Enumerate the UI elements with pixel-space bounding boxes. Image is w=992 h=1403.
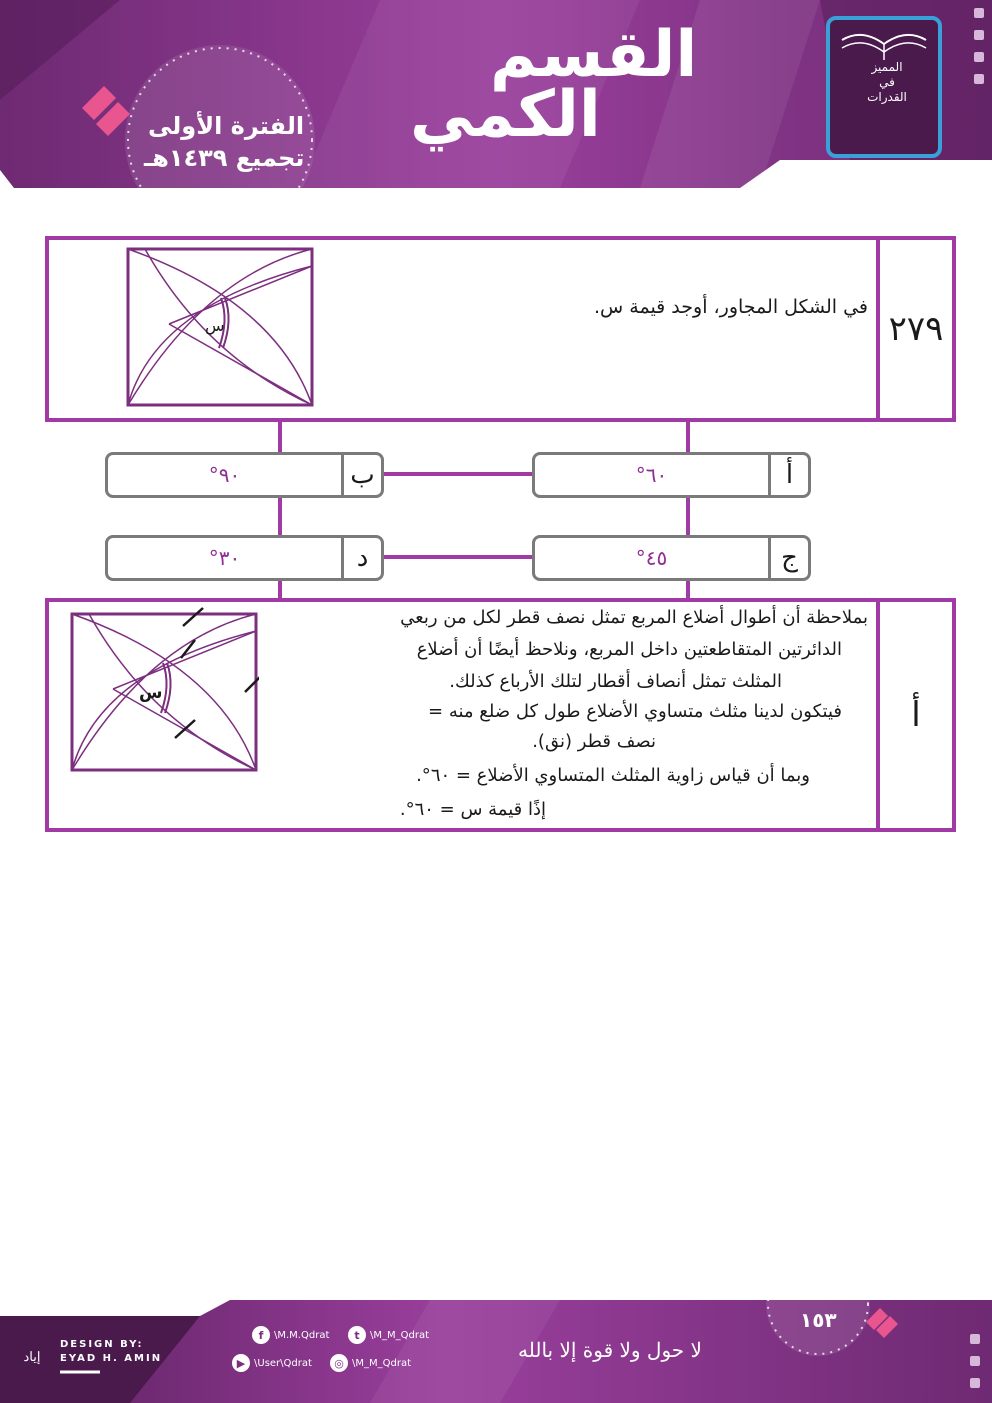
option-d[interactable] bbox=[105, 535, 384, 581]
connector-line bbox=[278, 422, 282, 454]
option-letter: ج bbox=[768, 538, 808, 578]
question-figure bbox=[125, 246, 315, 408]
design-credit bbox=[60, 1338, 162, 1366]
option-letter: ب bbox=[341, 455, 381, 495]
logo-text-line: المميز bbox=[871, 60, 903, 74]
youtube-handle: \User\Qdrat bbox=[254, 1357, 312, 1369]
option-letter: د bbox=[341, 538, 381, 578]
connector-line bbox=[384, 472, 532, 476]
connector-line bbox=[686, 422, 690, 454]
section-title-line2: الكمي bbox=[410, 78, 601, 152]
twitter-link[interactable] bbox=[348, 1326, 429, 1344]
section-title-line1: القسم bbox=[490, 18, 698, 92]
page-footer bbox=[0, 1300, 992, 1403]
youtube-link[interactable] bbox=[232, 1354, 312, 1372]
option-a[interactable] bbox=[532, 452, 811, 498]
answer-line: نصف قطر (نق). bbox=[532, 731, 656, 752]
answer-line: المثلث تمثل أنصاف أقطار لتلك الأرباع كذلك. bbox=[449, 671, 782, 692]
option-b[interactable] bbox=[105, 452, 384, 498]
answer-line: فيتكون لدينا مثلث متساوي الأضلاع طول كل ضلع منه = bbox=[428, 701, 842, 722]
logo-text-line: القدرات bbox=[867, 90, 907, 104]
page-number: ١٥٣ bbox=[800, 1308, 837, 1332]
connector-line bbox=[686, 581, 690, 598]
option-value: ٩٠° bbox=[208, 463, 241, 487]
answer-line: بملاحظة أن أطوال أضلاع المربع تمثل نصف قطر لكل من ربعي bbox=[400, 607, 868, 628]
question-text: في الشكل المجاور، أوجد قيمة س. bbox=[594, 296, 868, 318]
answer-figure bbox=[69, 606, 259, 772]
option-c[interactable] bbox=[532, 535, 811, 581]
connector-line bbox=[686, 498, 690, 535]
period-label: الفترة الأولى bbox=[148, 112, 305, 140]
instagram-link[interactable] bbox=[330, 1354, 411, 1372]
designer-signature: إياد bbox=[23, 1350, 41, 1365]
instagram-handle: \M_M_Qdrat bbox=[352, 1357, 412, 1369]
answer-letter-column bbox=[876, 602, 952, 828]
answer-box bbox=[45, 598, 956, 832]
figure-angle-label: س bbox=[139, 683, 163, 703]
facebook-link[interactable] bbox=[252, 1326, 329, 1344]
option-value: ٤٥° bbox=[635, 546, 668, 570]
question-box bbox=[45, 236, 956, 422]
logo-text-line: في bbox=[879, 75, 895, 89]
answer-letter: أ bbox=[911, 695, 921, 735]
calligraphy-phrase: لا حول ولا قوة إلا بالله bbox=[518, 1338, 702, 1362]
twitter-icon: t bbox=[348, 1326, 366, 1344]
logo-text bbox=[842, 60, 932, 105]
page-header bbox=[0, 0, 992, 190]
connector-line bbox=[278, 581, 282, 598]
question-number-column bbox=[876, 240, 952, 418]
connector-line bbox=[278, 498, 282, 535]
option-value: ٣٠° bbox=[208, 546, 241, 570]
connector-line bbox=[384, 555, 532, 559]
option-letter: أ bbox=[768, 455, 808, 495]
youtube-icon: ▶ bbox=[232, 1354, 250, 1372]
question-number: ٢٧٩ bbox=[888, 309, 944, 349]
collection-year-label: تجميع ١٤٣٩هـ bbox=[144, 144, 305, 172]
design-by-label: DESIGN BY: bbox=[60, 1339, 144, 1350]
twitter-handle: \M_M_Qdrat bbox=[370, 1329, 430, 1341]
answer-line: الدائرتين المتقاطعتين داخل المربع، ونلاحظ أيضًا أن أضلاع bbox=[416, 639, 842, 660]
instagram-icon: ◎ bbox=[330, 1354, 348, 1372]
corner-dots bbox=[970, 1334, 980, 1388]
facebook-icon: f bbox=[252, 1326, 270, 1344]
facebook-handle: \M.M.Qdrat bbox=[274, 1329, 330, 1341]
option-value: ٦٠° bbox=[635, 463, 668, 487]
answer-line: إذًا قيمة س = ٦٠°. bbox=[399, 799, 546, 820]
answer-line: وبما أن قياس زاوية المثلث المتساوي الأضلاع = ٦٠°. bbox=[416, 765, 810, 786]
figure-angle-label: س bbox=[205, 316, 225, 335]
designer-name: EYAD H. AMIN bbox=[60, 1353, 163, 1364]
